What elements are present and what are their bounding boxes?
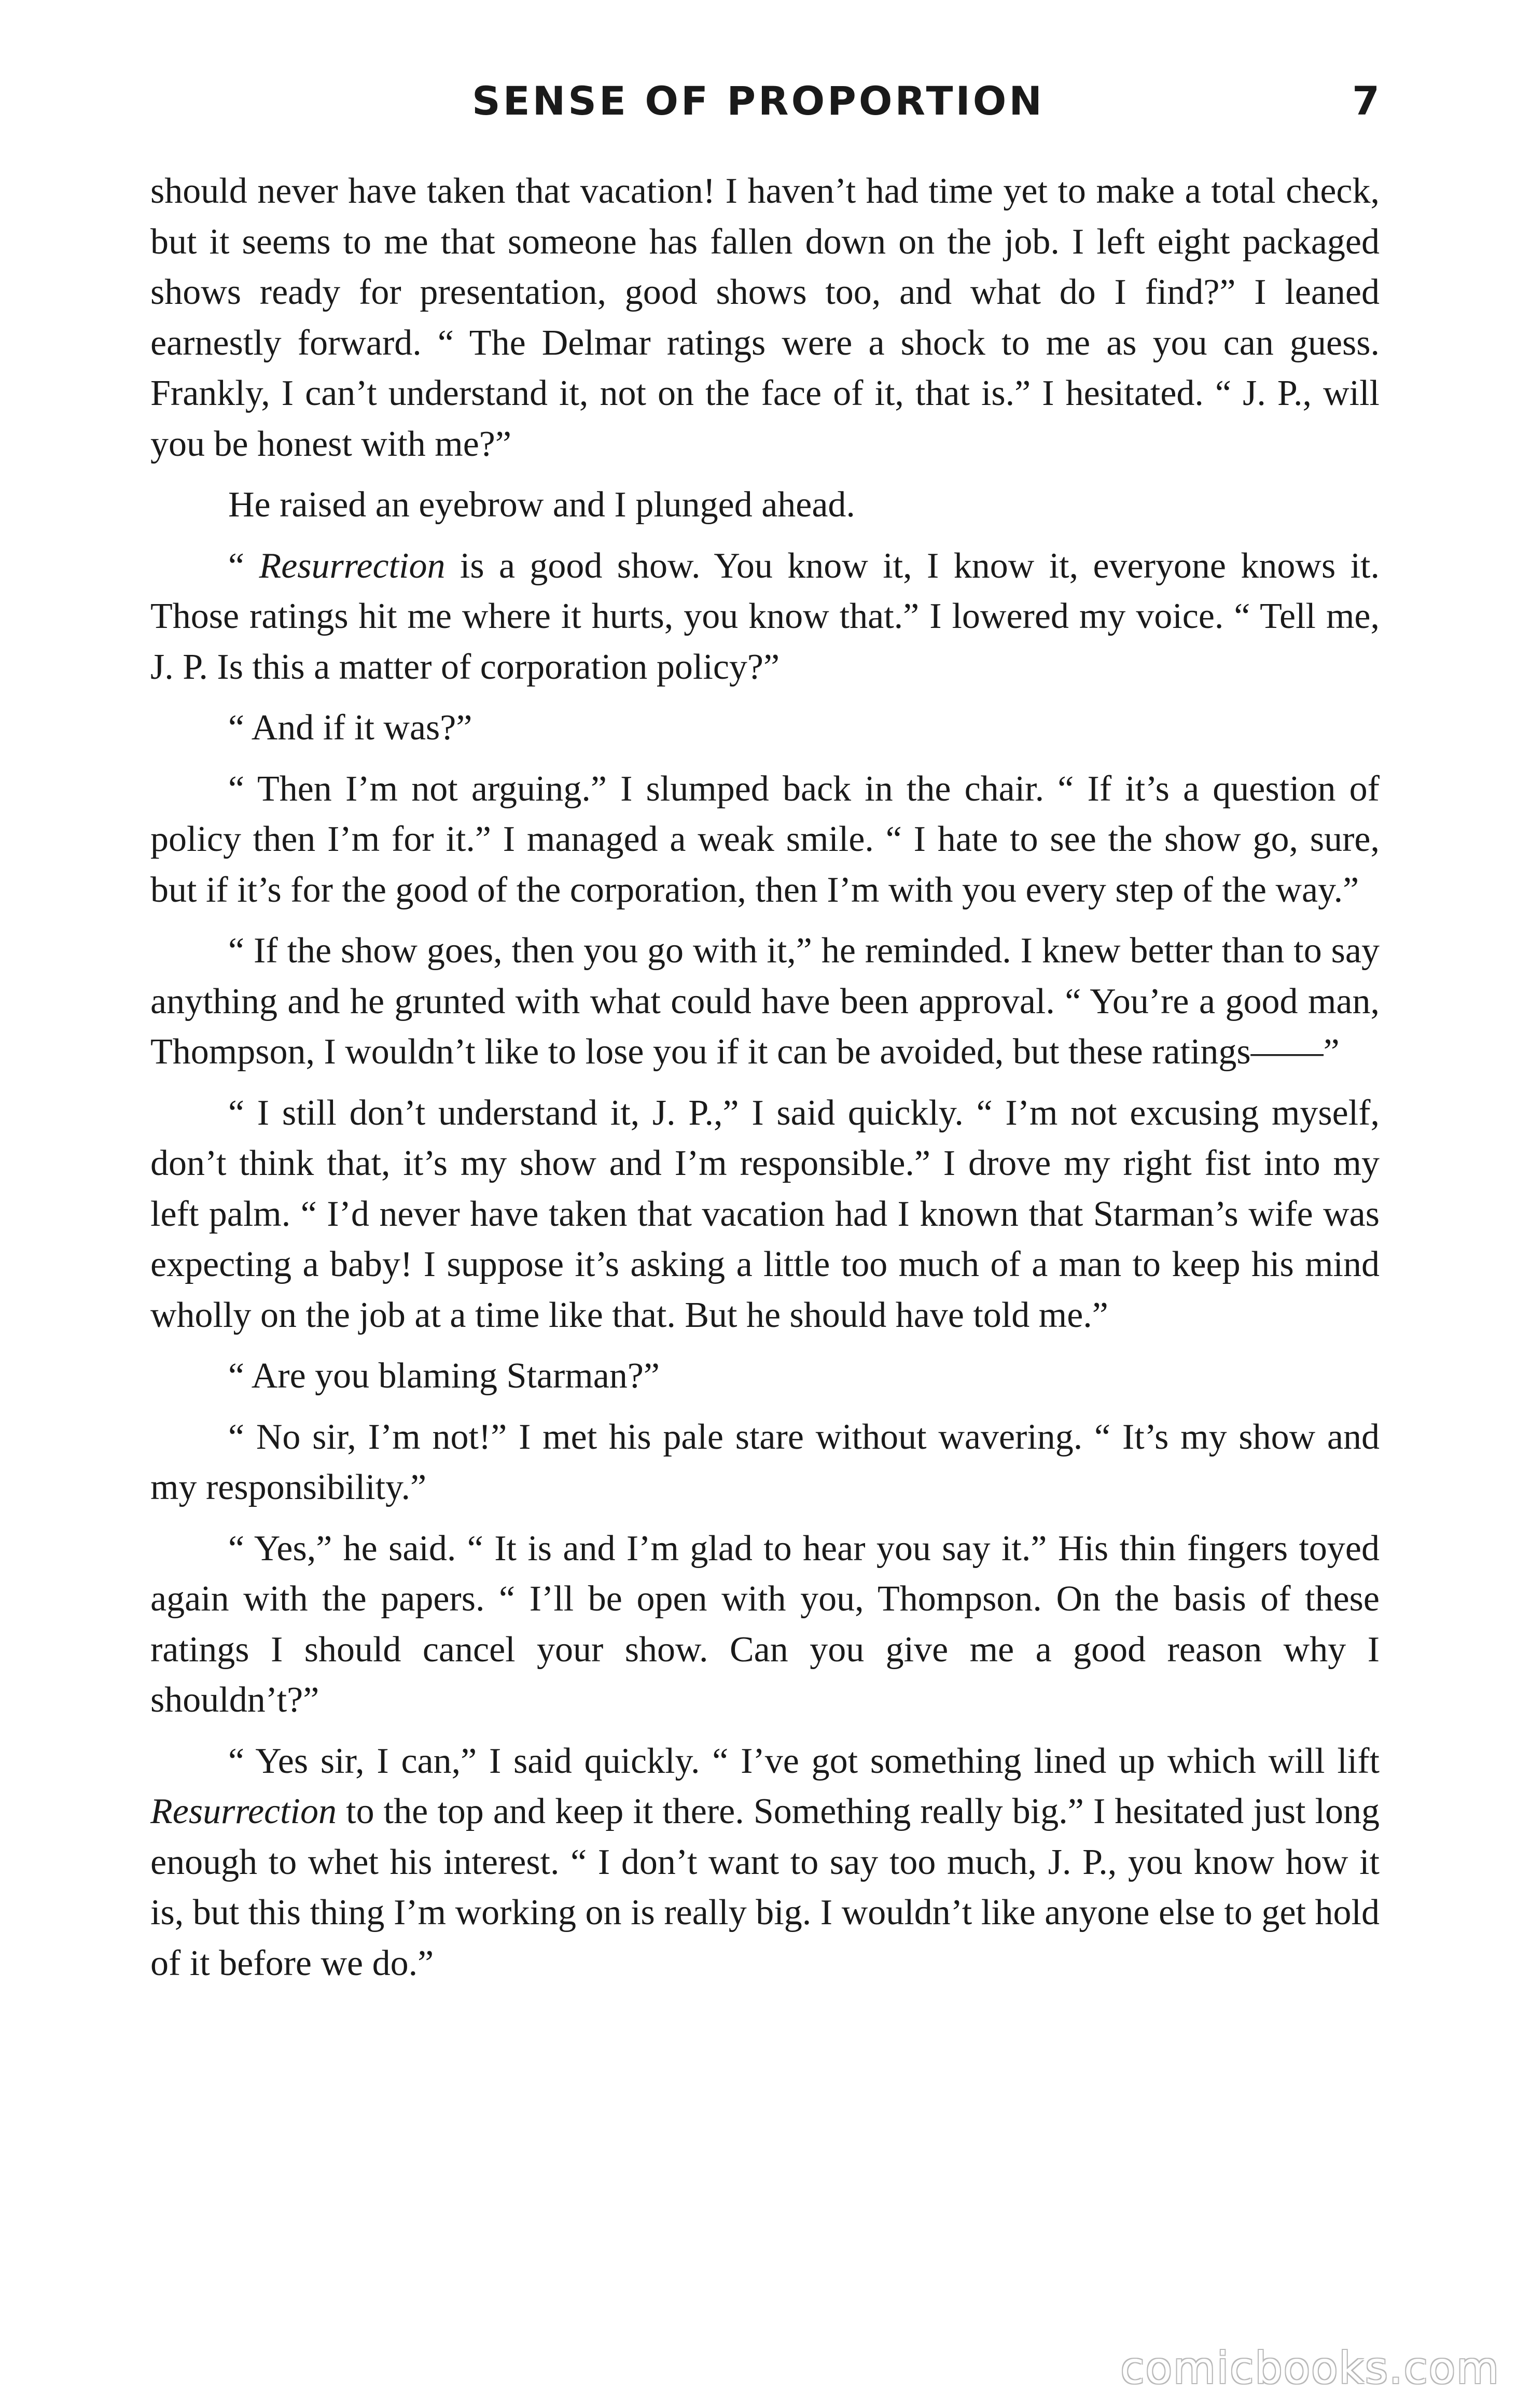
- text-run: “ Yes sir, I can,” I said quickly. “ I’ve got something lined up which will lift: [228, 1741, 1380, 1781]
- text-run: “: [228, 545, 259, 586]
- paragraph: “ Yes,” he said. “ It is and I’m glad to hear you say it.” His thin fingers toyed again with the papers. “ I’ll be open with you, Thompson. On the basis of these ratings I should cancel your show. Can you give me a good reason why I shouldn’t?”: [150, 1528, 1380, 1720]
- paragraph: [150, 1736, 1380, 1989]
- paragraph: “ And if it was?”: [228, 708, 472, 748]
- watermark-text: comicbooks.com: [1120, 2343, 1500, 2393]
- italic-title: Resurrection: [150, 1791, 337, 1831]
- paragraph: He raised an eyebrow and I plunged ahead.: [228, 485, 855, 525]
- body-text: [150, 166, 1380, 1999]
- page-number: 7: [1352, 78, 1380, 124]
- paragraph: “ No sir, I’m not!” I met his pale stare without wavering. “ It’s my show and my responsibility.”: [150, 1417, 1380, 1507]
- paragraph: “ Then I’m not arguing.” I slumped back in the chair. “ If it’s a question of policy then I’m for it.” I managed a weak smile. “ I hate to see the show go, sure, but if it’s for the good of the corporation, then I’m with you every step of the way.”: [150, 768, 1380, 910]
- paragraph: [150, 541, 1380, 693]
- paragraph: “ I still don’t understand it, J. P.,” I said quickly. “ I’m not excusing myself, don’t think that, it’s my show and I’m responsible.” I drove my right fist into my left palm. “ I’d never have taken that vacation had I known that Starman’s wife was expecting a baby! I suppose it’s asking a little too much of a man to keep his mind wholly on the job at a time like that. But he should have told me.”: [150, 1093, 1380, 1335]
- chapter-title: SENSE OF PROPORTION: [472, 78, 1045, 124]
- paragraph: should never have taken that vacation! I haven’t had time yet to make a total check, but it seems to me that someone has fallen down on the job. I left eight packaged shows ready for presentation, good shows too, and what do I find?” I leaned earnestly forward. “ The Delmar ratings were a shock to me as you can guess. Frankly, I can’t understand it, not on the face of it, that is.” I hesitated. “ J. P., will you be honest with me?”: [150, 171, 1380, 464]
- paragraph: “ Are you blaming Starman?”: [228, 1356, 660, 1396]
- paragraph: “ If the show goes, then you go with it,” he reminded. I knew better than to say anything and he grunted with what could have been approval. “ You’re a good man, Thompson, I wouldn’t like to lose you if it can be avoided, but these ratings——”: [150, 931, 1380, 1072]
- italic-title: Resurrection: [259, 545, 446, 586]
- running-head: [150, 73, 1380, 130]
- text-run: is a good show. You know it, I know it, everyone knows it. Those ratings hit me where it hurts, you know that.” I lowered my voice. “ Tell me, J. P. Is this a matter of corporation policy?”: [150, 545, 1380, 687]
- text-run: to the top and keep it there. Something really big.” I hesitated just long enough to whet his interest. “ I don’t want to say too much, J. P., you know how it is, but this thing I’m working on is really big. I wouldn’t like anyone else to get hold of it before we do.”: [150, 1791, 1380, 1983]
